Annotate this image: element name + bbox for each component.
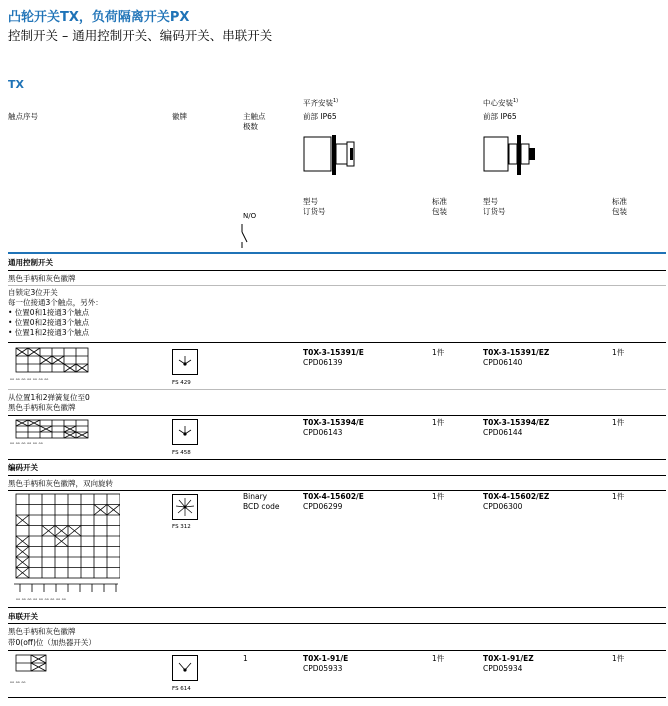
order2-row1: CPD06140 xyxy=(483,358,523,367)
col-std-pack-2: 标准 包装 xyxy=(612,197,627,216)
section-series: 串联开关 xyxy=(8,612,38,621)
header-divider xyxy=(8,252,666,254)
general-desc-3: • 位置0和2接通3个触点 xyxy=(8,318,90,327)
fs-label-4: FS 614 xyxy=(172,686,191,692)
type1-row1: T0X-3-15391/E xyxy=(303,348,364,357)
spring-desc-0: 从位置1和2弹簧复位至0 xyxy=(8,393,90,402)
order1-row2: CPD06143 xyxy=(303,428,343,437)
type2-row2: T0X-3-15394/EZ xyxy=(483,418,550,427)
pack2-row3: 1件 xyxy=(612,492,625,501)
type1-row3: T0X-4-15602/E xyxy=(303,492,364,501)
col-flush-mount: 平齐安装$^{1)}$ xyxy=(303,98,339,108)
contact-diagram-4 xyxy=(8,653,58,691)
center-switch-icon xyxy=(483,134,539,176)
general-desc-1: 每一位接通3个触点，另外： xyxy=(8,298,103,307)
general-desc-0: 自锁定3位开关 xyxy=(8,288,58,297)
type2-row3: T0X-4-15602/EZ xyxy=(483,492,550,501)
order1-row4: CPD05933 xyxy=(303,664,343,673)
spring-desc-1: 黑色手柄和灰色徽牌 xyxy=(8,403,76,412)
pack1-row2: 1件 xyxy=(432,418,445,427)
col-std-pack-1: 标准 包装 xyxy=(432,197,447,216)
order2-row4: CPD05934 xyxy=(483,664,523,673)
divider xyxy=(8,342,666,343)
type1-row2: T0X-3-15394/E xyxy=(303,418,364,427)
fs-label-2: FS 458 xyxy=(172,450,191,456)
divider xyxy=(8,475,666,476)
fs-label-3: FS 312 xyxy=(172,524,191,530)
pack2-row1: 1件 xyxy=(612,348,625,357)
svg-text:ᵒᵒ ᵒᵒ ᵒᵒ ᵒᵒ ᵒᵒ ᵒᵒ ᵒᵒ ᵒᵒ ᵒᵒ: ᵒᵒ ᵒᵒ ᵒᵒ ᵒᵒ ᵒᵒ ᵒᵒ ᵒᵒ ᵒᵒ ᵒᵒ xyxy=(16,598,66,604)
contact-diagram-1 xyxy=(8,346,94,386)
pack1-row4: 1件 xyxy=(432,654,445,663)
divider xyxy=(8,415,666,416)
general-desc-2: • 位置0和1接通3个触点 xyxy=(8,308,90,317)
pack1-row3: 1件 xyxy=(432,492,445,501)
poles-row3: Binary BCD code xyxy=(243,492,280,511)
page-subtitle: 控制开关 – 通用控制开关、编码开关、串联开关 xyxy=(8,28,273,43)
section-coding: 编码开关 xyxy=(8,463,38,472)
poles-row4: 1 xyxy=(243,654,248,663)
type2-row4: T0X-1-91/EZ xyxy=(483,654,534,663)
series-label: TX xyxy=(8,78,24,91)
flush-switch-icon xyxy=(303,134,359,176)
divider xyxy=(8,270,666,271)
divider xyxy=(8,607,666,608)
pack2-row2: 1件 xyxy=(612,418,625,427)
divider xyxy=(8,650,666,651)
escutcheon-fs312-icon xyxy=(172,494,198,520)
general-desc-4: • 位置1和2接通3个触点 xyxy=(8,328,90,337)
type2-row1: T0X-3-15391/EZ xyxy=(483,348,550,357)
col-escutcheon: 徽牌 xyxy=(172,112,187,121)
escutcheon-fs458-icon xyxy=(172,419,198,445)
order2-row3: CPD06300 xyxy=(483,502,523,511)
divider xyxy=(8,490,666,491)
col-type-order-1: 型号 订货号 xyxy=(303,197,326,216)
order1-row1: CPD06139 xyxy=(303,358,343,367)
divider xyxy=(8,459,666,460)
col-center-mount: 中心安装$^{1)}$ xyxy=(483,98,519,108)
page-title: 凸轮开关TX，负荷隔离开关PX xyxy=(8,10,190,25)
series-handle: 黑色手柄和灰色徽牌 xyxy=(8,627,76,636)
col-center-front: 前部 IP65 xyxy=(483,112,517,121)
divider xyxy=(8,389,666,390)
divider xyxy=(8,285,666,286)
svg-text:ᵒᵒ ᵒᵒ ᵒᵒ ᵒᵒ ᵒᵒ ᵒᵒ ᵒᵒ: ᵒᵒ ᵒᵒ ᵒᵒ ᵒᵒ ᵒᵒ ᵒᵒ ᵒᵒ xyxy=(10,378,49,384)
pack1-row1: 1件 xyxy=(432,348,445,357)
section-general: 通用控制开关 xyxy=(8,258,53,267)
general-handle: 黑色手柄和灰色徽牌 xyxy=(8,274,76,283)
no-contact-icon xyxy=(238,224,252,248)
contact-diagram-2 xyxy=(8,418,94,448)
svg-text:ᵒᵒ ᵒᵒ ᵒᵒ: ᵒᵒ ᵒᵒ ᵒᵒ xyxy=(10,681,26,687)
col-contact-seq: 触点序号 xyxy=(8,112,38,121)
col-flush-front: 前部 IP65 xyxy=(303,112,337,121)
contact-diagram-3 xyxy=(8,492,120,606)
no-label: N/O xyxy=(243,212,257,220)
fs-label-1: FS 429 xyxy=(172,380,191,386)
order2-row2: CPD06144 xyxy=(483,428,523,437)
svg-text:ᵒᵒ ᵒᵒ ᵒᵒ ᵒᵒ ᵒᵒ ᵒᵒ: ᵒᵒ ᵒᵒ ᵒᵒ ᵒᵒ ᵒᵒ ᵒᵒ xyxy=(10,442,43,448)
divider xyxy=(8,697,666,698)
pack2-row4: 1件 xyxy=(612,654,625,663)
escutcheon-fs429-icon xyxy=(172,349,198,375)
type1-row4: T0X-1-91/E xyxy=(303,654,349,663)
col-main-contacts: 主触点 极数 xyxy=(243,112,266,131)
escutcheon-fs614-icon xyxy=(172,655,198,681)
col-type-order-2: 型号 订货号 xyxy=(483,197,506,216)
coding-desc: 黑色手柄和灰色徽牌，双向旋转 xyxy=(8,479,113,488)
order1-row3: CPD06299 xyxy=(303,502,343,511)
series-desc: 带0(off)位（加热器开关） xyxy=(8,638,96,647)
divider xyxy=(8,623,666,624)
